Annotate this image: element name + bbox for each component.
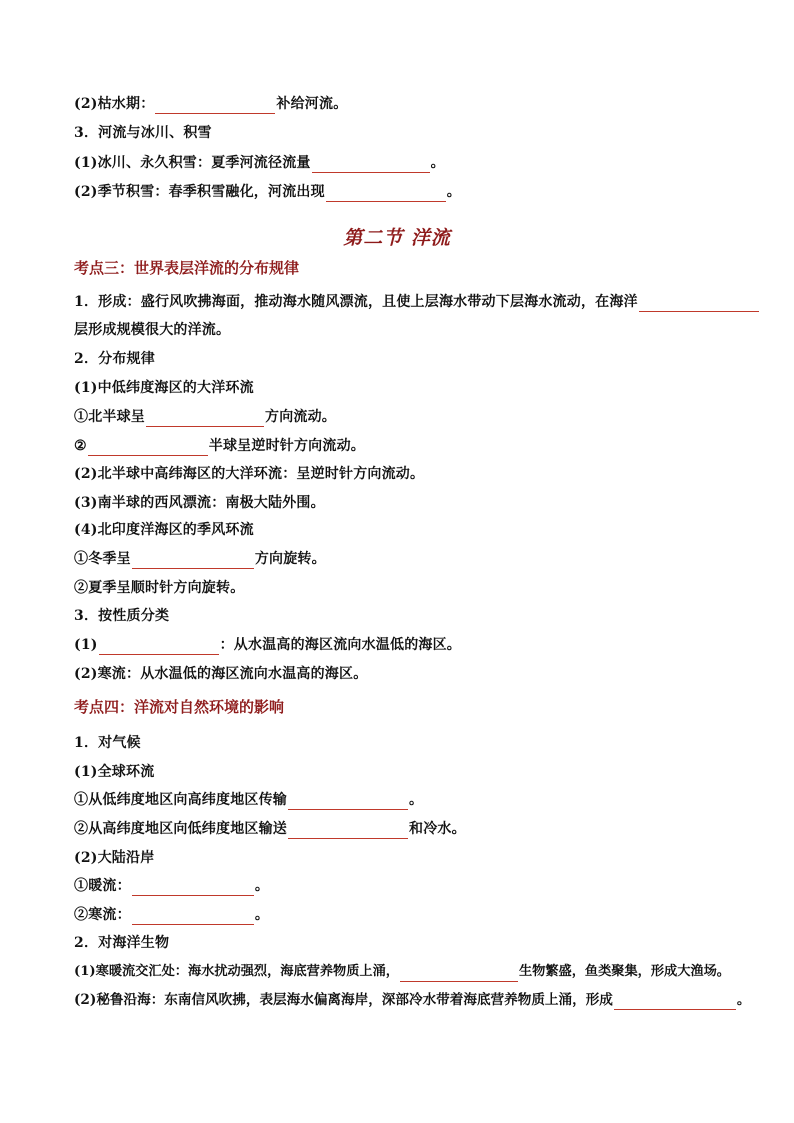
fill-in-blank[interactable] — [288, 823, 408, 839]
text-line — [74, 876, 269, 896]
text: ② — [74, 438, 87, 454]
key-point-heading: 考点四：洋流对自然环境的影响 — [74, 698, 285, 716]
text-line — [74, 349, 155, 369]
text-line — [74, 733, 141, 753]
fill-in-blank[interactable] — [88, 440, 208, 456]
text-line — [74, 549, 326, 569]
text: ①暖流： — [74, 878, 131, 894]
text: 和冷水。 — [409, 821, 466, 837]
text: (1) — [74, 637, 98, 653]
text-line — [74, 464, 424, 484]
text-line — [74, 123, 212, 143]
text: (1)中低纬度海区的大洋环流 — [74, 380, 254, 396]
text-line — [74, 320, 230, 340]
text: 。 — [254, 878, 270, 894]
fill-in-blank[interactable] — [132, 553, 254, 569]
text: ①从低纬度地区向高纬度地区传输 — [74, 792, 287, 808]
fill-in-blank[interactable] — [288, 794, 408, 810]
text: (1)冰川、永久积雪：夏季河流径流量 — [74, 155, 311, 171]
text-line — [74, 790, 423, 810]
text: 层形成规模很大的洋流。 — [74, 322, 231, 338]
text: (2)枯水期： — [74, 96, 155, 112]
text: 2．分布规律 — [74, 351, 155, 367]
text-line — [74, 520, 254, 540]
text: ②寒流： — [74, 907, 131, 923]
text-line — [74, 819, 466, 839]
text-line — [74, 578, 244, 598]
fill-in-blank[interactable] — [400, 966, 518, 982]
fill-in-blank[interactable] — [639, 296, 759, 312]
text-line — [74, 990, 750, 1010]
text-line — [74, 905, 269, 925]
text-line — [74, 664, 367, 684]
text: (4)北印度洋海区的季风环流 — [74, 522, 254, 538]
fill-in-blank[interactable] — [312, 157, 430, 173]
text-line — [74, 436, 365, 456]
text: 生物繁盛，鱼类聚集，形成大渔场。 — [518, 964, 730, 979]
text: 2．对海洋生物 — [74, 935, 170, 951]
text-line — [74, 407, 336, 427]
text: ①北半球呈 — [74, 409, 145, 425]
section-title: 第二节 洋流 — [343, 227, 451, 249]
text-line — [74, 962, 730, 982]
text: 。 — [430, 155, 445, 171]
text: 3．河流与冰川、积雪 — [74, 125, 212, 141]
text: ：从水温高的海区流向水温低的海区。 — [219, 637, 461, 653]
text: 方向旋转。 — [254, 551, 326, 567]
text-line — [74, 378, 254, 398]
text-line — [74, 933, 169, 953]
text-line — [74, 635, 461, 655]
text-line — [74, 606, 169, 626]
text-line — [74, 153, 445, 173]
text: (1)寒暖流交汇处：海水扰动强烈，海底营养物质上涌， — [74, 964, 399, 979]
text: 3．按性质分类 — [74, 608, 170, 624]
text: ②从高纬度地区向低纬度地区输送 — [74, 821, 287, 837]
text-line — [74, 94, 347, 114]
text-line — [74, 182, 461, 202]
text: (2)北半球中高纬海区的大洋环流：呈逆时针方向流动。 — [74, 466, 425, 482]
fill-in-blank[interactable] — [132, 909, 254, 925]
fill-in-blank[interactable] — [146, 411, 264, 427]
text: (2)寒流：从水温低的海区流向水温高的海区。 — [74, 666, 368, 682]
fill-in-blank[interactable] — [155, 98, 275, 114]
text: 。 — [446, 184, 461, 200]
fill-in-blank[interactable] — [614, 994, 736, 1010]
text: 1．对气候 — [74, 735, 141, 751]
text: (3)南半球的西风漂流：南极大陆外围。 — [74, 495, 325, 511]
fill-in-blank[interactable] — [326, 186, 446, 202]
text: 。 — [409, 792, 424, 808]
text: (2)秘鲁沿海：东南信风吹拂，表层海水偏离海岸，深部冷水带着海底营养物质上涌，形成 — [74, 992, 613, 1008]
text: 。 — [736, 992, 751, 1008]
text-line — [74, 292, 760, 312]
text: 。 — [254, 907, 270, 923]
text-line — [74, 493, 325, 513]
text: 补给河流。 — [276, 96, 348, 112]
text-line — [74, 762, 154, 782]
text: ②夏季呈顺时针方向旋转。 — [74, 580, 245, 596]
text: 1．形成：盛行风吹拂海面，推动海水随风漂流，且使上层海水带动下层海水流动，在海洋 — [74, 294, 638, 310]
fill-in-blank[interactable] — [99, 639, 219, 655]
text-line — [74, 848, 154, 868]
text: 半球呈逆时针方向流动。 — [208, 438, 365, 454]
text: 方向流动。 — [265, 409, 336, 425]
text: ①冬季呈 — [74, 551, 131, 567]
text: (1)全球环流 — [74, 764, 155, 780]
text: (2)季节积雪：春季积雪融化，河流出现 — [74, 184, 325, 200]
key-point-heading: 考点三：世界表层洋流的分布规律 — [74, 259, 300, 277]
text: (2)大陆沿岸 — [74, 850, 155, 866]
fill-in-blank[interactable] — [132, 880, 254, 896]
